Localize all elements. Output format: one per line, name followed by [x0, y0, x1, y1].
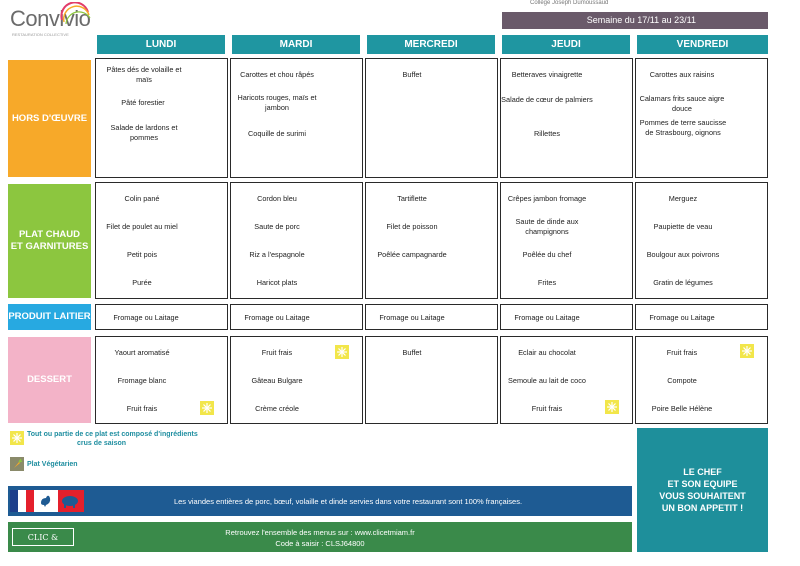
menu-item: Pâtes dés de volaille et maïs — [106, 65, 182, 84]
menu-item: Cordon bleu — [257, 194, 297, 203]
day-header-vendredi: VENDREDI — [637, 35, 768, 54]
row-label-dessert — [8, 337, 91, 423]
menu-item: Pâté forestier — [121, 98, 165, 107]
legend-seasonal — [27, 430, 227, 448]
cell-dessert-lundi — [95, 336, 228, 424]
menu-item: Fromage ou Laitage — [113, 313, 179, 322]
cell-laitier-mercredi — [365, 304, 498, 330]
row-label-text: PLAT CHAUD — [18, 229, 81, 240]
chef-line: VOUS SOUHAITENT — [659, 491, 746, 501]
menu-item: Colin pané — [124, 194, 160, 203]
day-header-lundi: LUNDI — [97, 35, 225, 54]
chicken-icon — [38, 493, 54, 509]
menu-item: Fruit frais — [126, 404, 158, 413]
logo-text: Convivio — [10, 6, 91, 31]
cell-plat-mardi — [230, 182, 363, 299]
cell-laitier-vendredi — [635, 304, 768, 330]
row-label-text: ET GARNITURES — [10, 241, 89, 252]
menu-item: Buffet — [402, 70, 422, 79]
menu-item: Compote — [667, 376, 697, 385]
row-label-produit-laitier — [8, 304, 91, 330]
legend-seasonal-line2: crus de saison — [77, 440, 127, 447]
row-label-text: HORS D'ŒUVRE — [11, 112, 88, 124]
logo-tagline: RESTAURATION COLLECTIVE — [12, 32, 69, 37]
legend-seasonal-line1: Tout ou partie de ce plat est composé d'ingrédients — [27, 431, 198, 438]
sun-icon — [200, 401, 214, 415]
row-label-plat — [8, 184, 91, 298]
menu-item: Tartiflette — [397, 194, 427, 203]
menu-item: Saute de porc — [254, 222, 300, 231]
sun-icon — [605, 400, 619, 414]
cell-hors-oeuvre-mercredi — [365, 58, 498, 178]
menu-item: Buffet — [402, 348, 422, 357]
menu-item: Filet de poisson — [386, 222, 438, 231]
carrot-icon — [10, 457, 24, 471]
row-label-text: DESSERT — [27, 374, 72, 385]
menu-item: Saute de dinde aux champignons — [515, 217, 579, 236]
menu-item: Semoule au lait de coco — [508, 376, 586, 385]
menu-item: Filet de poulet au miel — [106, 222, 178, 231]
menu-item: Fromage blanc — [117, 376, 167, 385]
menu-item: Gratin de légumes — [653, 278, 713, 287]
website-banner — [8, 522, 632, 560]
menu-item: Paupiette de veau — [653, 222, 713, 231]
menu-item: Salade de lardons et pommes — [110, 123, 178, 142]
cell-dessert-jeudi — [500, 336, 633, 424]
website-link[interactable]: Retrouvez l'ensemble des menus sur : www.clicetmiam.fr — [225, 528, 415, 537]
logo-arc-icon — [58, 2, 92, 26]
menu-item: Fruit frais — [666, 348, 698, 357]
menu-item: Pommes de terre saucisse de Strasbourg, oignons — [639, 118, 727, 137]
access-code: Code à saisir : CLSJ64800 — [275, 539, 365, 548]
menu-item: Fromage ou Laitage — [244, 313, 310, 322]
meat-origin-banner — [8, 486, 632, 516]
cell-hors-oeuvre-mardi — [230, 58, 363, 178]
chef-line: LE CHEF — [683, 467, 722, 477]
menu-item: Fruit frais — [531, 404, 563, 413]
meat-origin-text: Les viandes entières de porc, bœuf, volaille et dinde servies dans votre restaurant sont 100% françaises. — [173, 497, 523, 506]
sun-icon — [740, 344, 754, 358]
cell-plat-mercredi — [365, 182, 498, 299]
menu-item: Eclair au chocolat — [518, 348, 576, 357]
cell-dessert-vendredi — [635, 336, 768, 424]
cell-hors-oeuvre-lundi — [95, 58, 228, 178]
cell-laitier-lundi — [95, 304, 228, 330]
cell-laitier-jeudi — [500, 304, 633, 330]
menu-item: Boulgour aux poivrons — [646, 250, 720, 259]
menu-item: Fromage ou Laitage — [379, 313, 445, 322]
legend-vegetarian: Plat Végétarien — [27, 461, 78, 468]
cell-dessert-mercredi — [365, 336, 498, 424]
menu-item: Crème créole — [255, 404, 299, 413]
cell-plat-lundi — [95, 182, 228, 299]
cell-plat-jeudi — [500, 182, 633, 299]
menu-item: Petit pois — [126, 250, 157, 259]
menu-item: Fruit frais — [261, 348, 293, 357]
menu-item: Riz a l'espagnole — [249, 250, 305, 259]
cell-dessert-mardi — [230, 336, 363, 424]
legend-sun-icon — [10, 431, 24, 445]
chef-line: ET SON EQUIPE — [667, 479, 738, 489]
menu-item: Poêlée du chef — [522, 250, 572, 259]
menu-item: Frites — [537, 278, 557, 287]
menu-item: Coquille de surimi — [248, 129, 306, 138]
cell-laitier-mardi — [230, 304, 363, 330]
convivio-logo — [6, 4, 96, 38]
college-name: Collège Joseph Dumoussaud — [530, 0, 609, 6]
menu-item: Fromage ou Laitage — [649, 313, 715, 322]
menu-item: Salade de cœur de palmiers — [501, 95, 593, 104]
chef-message — [637, 428, 768, 552]
cell-hors-oeuvre-jeudi — [500, 58, 633, 178]
menu-item: Poire Belle Hélène — [651, 404, 713, 413]
menu-item: Yaourt aromatisé — [114, 348, 170, 357]
menu-item: Carottes aux raisins — [649, 70, 715, 79]
day-header-mercredi: MERCREDI — [367, 35, 495, 54]
row-label-hors-oeuvre — [8, 60, 91, 177]
menu-item: Fromage ou Laitage — [514, 313, 580, 322]
menu-item: Poêlée campagnarde — [377, 250, 447, 259]
chef-line: UN BON APPETIT ! — [661, 503, 744, 513]
week-banner: Semaine du 17/11 au 23/11 — [502, 12, 768, 29]
menu-item: Merguez — [668, 194, 698, 203]
cell-hors-oeuvre-vendredi — [635, 58, 768, 178]
menu-item: Rillettes — [534, 129, 560, 138]
menu-item: Purée — [132, 278, 152, 287]
menu-item: Haricots rouges, maïs et jambon — [237, 93, 317, 112]
menu-item: Gâteau Bulgare — [251, 376, 303, 385]
day-header-jeudi: JEUDI — [502, 35, 630, 54]
menu-item: Betteraves vinaigrette — [511, 70, 583, 79]
cell-plat-vendredi — [635, 182, 768, 299]
sun-icon — [335, 345, 349, 359]
menu-item: Haricot plats — [256, 278, 298, 287]
menu-item: Carottes et chou râpés — [240, 70, 314, 79]
day-header-mardi: MARDI — [232, 35, 360, 54]
menu-item: Calamars frits sauce aigre douce — [639, 94, 725, 113]
row-label-text: PRODUIT LAITIER — [8, 311, 91, 322]
clicetmiam-logo: CLIC & MIAM! — [12, 528, 74, 546]
menu-item: Crêpes jambon fromage — [507, 194, 587, 203]
